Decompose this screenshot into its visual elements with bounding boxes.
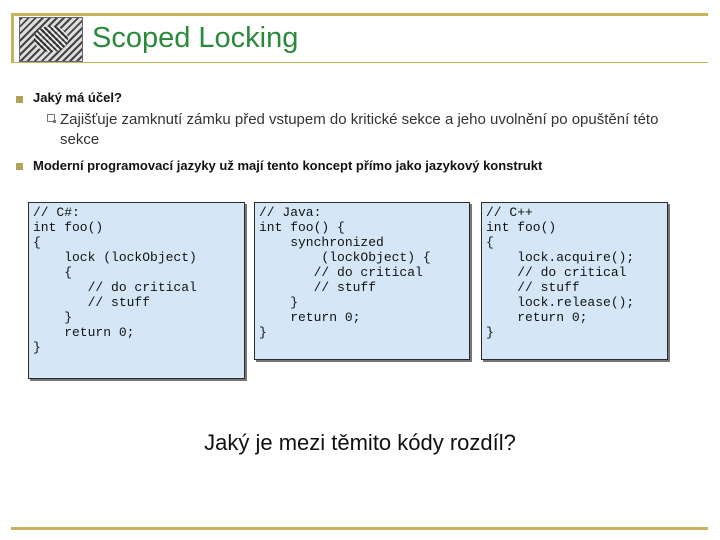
bullet-text-modern-languages: Moderní programovací jazyky už mají tento koncept přímo jako jazykový konstrukt bbox=[33, 158, 543, 173]
left-accent-rule bbox=[11, 13, 14, 62]
code-block-cpp bbox=[481, 202, 668, 360]
checkbox-bullet-icon bbox=[47, 114, 55, 122]
square-bullet-icon bbox=[16, 96, 23, 103]
title-underline bbox=[11, 62, 708, 63]
code-text-csharp: // C#: int foo() { lock (lockObject) { // do critical // stuff } return 0; } bbox=[33, 205, 197, 355]
bottom-accent-rule bbox=[11, 527, 708, 530]
question-text: Jaký je mezi těmito kódy rozdíl? bbox=[204, 430, 516, 455]
page-title: Scoped Locking bbox=[92, 22, 299, 54]
code-text-cpp: // C++ int foo() { lock.acquire(); // do critical // stuff lock.release(); return 0; } bbox=[486, 205, 635, 340]
code-block-java bbox=[254, 202, 470, 360]
code-text-java: // Java: int foo() { synchronized (lockObject) { // do critical // stuff } return 0; } bbox=[259, 205, 431, 340]
bullet-text-purpose: Jaký má účel? bbox=[33, 90, 122, 105]
code-block-csharp bbox=[28, 202, 245, 379]
sub-bullet-text: Zajišťuje zamknutí zámku před vstupem do kritické sekce a jeho uvolnění po opuštění této sekce bbox=[60, 111, 659, 148]
top-accent-rule bbox=[11, 13, 708, 16]
square-bullet-icon bbox=[16, 163, 23, 170]
logo-image bbox=[19, 17, 83, 62]
